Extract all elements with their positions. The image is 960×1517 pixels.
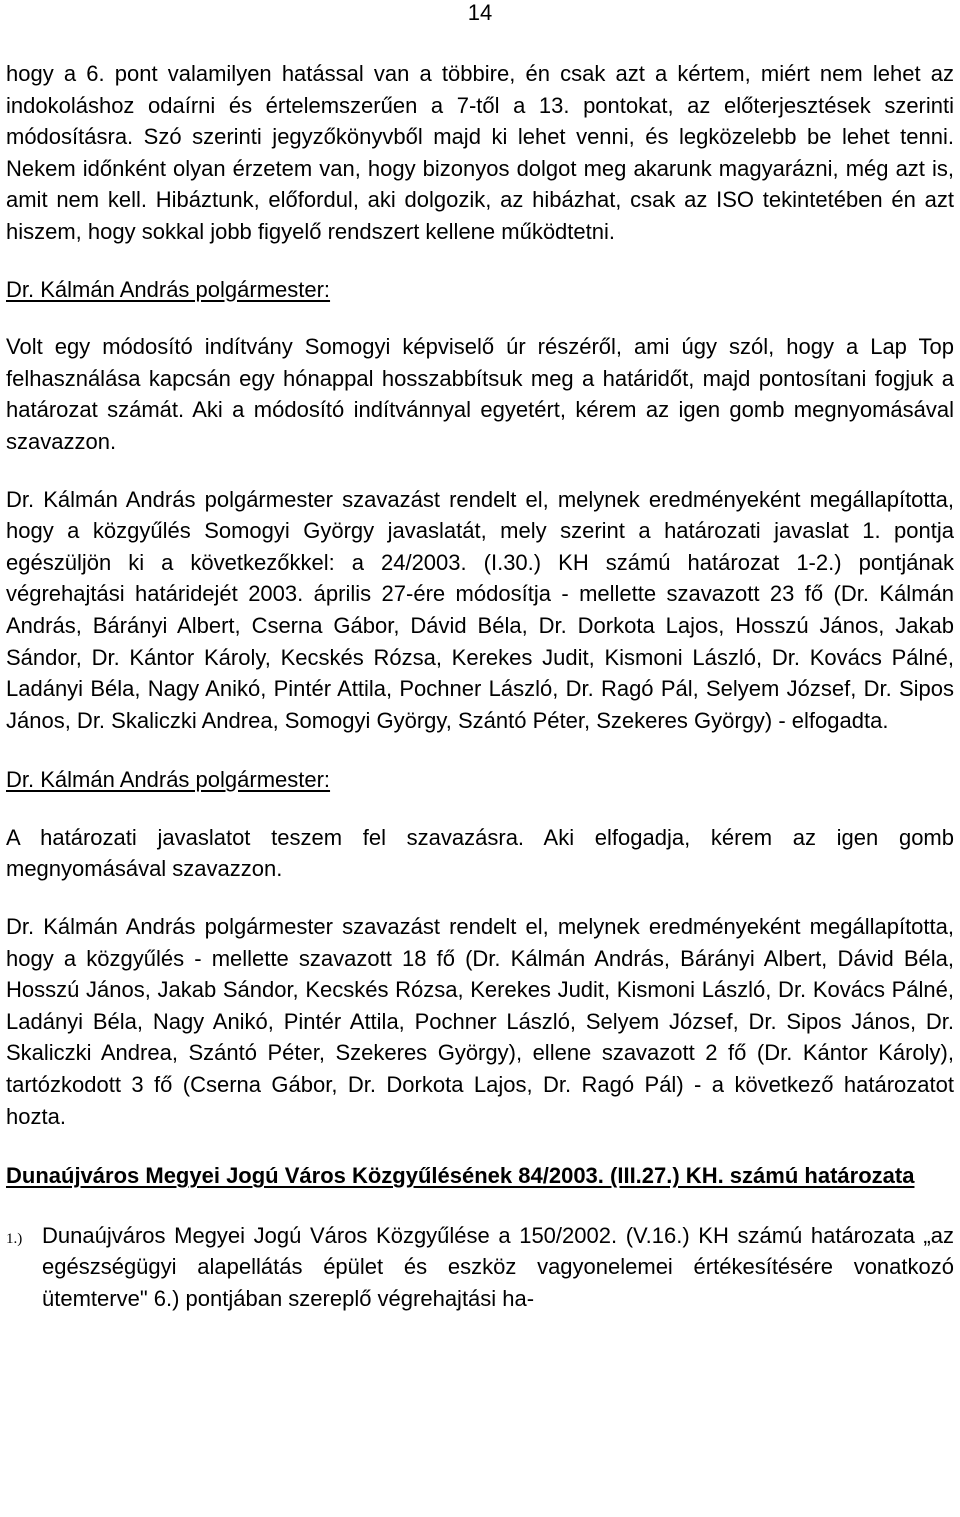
resolution-title: Dunaújváros Megyei Jogú Város Közgyűlésének 84/2003. (III.27.) KH. számú határozata xyxy=(6,1163,915,1189)
paragraph-vote-result: Dr. Kálmán András polgármester szavazást rendelt el, melynek eredményeként megállapította, hogy a közgyűlés Somogyi György javaslatát, mely szerint a határozati javaslat 1. pontja egészüljön ki a következőkkel: a 24/2003. (I.30.) KH számú határozat 1-2.) pontjának végrehajtási határidejét 2003. április 27-ére módosítja - mellette szavazott 23 fő (Dr. Kálmán András, Bárányi Albert, Cserna Gábor, Dávid Béla, Dr. Dorkota Lajos, Hosszú János, Jakab Sándor, Dr. Kántor Károly, Kecskés Rózsa, Kerekes Judit, Kismoni László, Dr. Kovács Pálné, Ladányi Béla, Nagy Anikó, Pintér Attila, Pochner László, Dr. Ragó Pál, Selyem József, Dr. Sipos János, Dr. Skaliczki Andrea, Somogyi György, Szántó Péter, Szekeres György) - elfogadta. xyxy=(6,486,954,733)
paragraph-continuation: hogy a 6. pont valamilyen hatással van a többire, én csak azt a kértem, miért nem lehet az indokoláshoz odaírni és értelemszerűen a 7-től a 13. pontokat, az előterjesztések szerinti módosításra. Szó szerinti jegyzőkönyvből majd ki lehet venni, és legközelebb be lehet tenni. Nekem időnként olyan érzetem van, hogy bizonyos dolgot meg akarunk magyarázni, még azt is, amit nem kell. Hibáztunk, előfordul, aki dolgozik, az hibázhat, csak az ISO tekintetében én azt hiszem, hogy sokkal jobb figyelő rendszert kellene működtetni. xyxy=(6,61,954,244)
numbered-item xyxy=(6,1220,954,1315)
paragraph-motion: Volt egy módosító indítvány Somogyi képviselő úr részéről, ami úgy szól, hogy a Lap Top felhasználása kapcsán egy hónappal hosszabbítsuk meg a határidőt, majd pontosítani fogjuk a határozat számát. Aki a módosító indítvánnyal egyetért, kérem az igen gomb megnyomásával szavazzon. xyxy=(6,334,954,454)
paragraph-vote-result: Dr. Kálmán András polgármester szavazást rendelt el, melynek eredményeként megállapította, hogy a közgyűlés - mellette szavazott 18 fő (Dr. Kálmán András, Bárányi Albert, Dávid Béla, Hosszú János, Jakab Sándor, Kecskés Rózsa, Kerekes Judit, Kismoni László, Dr. Kovács Pálné, Ladányi Béla, Nagy Anikó, Pintér Attila, Pochner László, Selyem József, Dr. Sipos János, Dr. Skaliczki Andrea, Szántó Péter, Szekeres György), ellene szavazott 2 fő (Dr. Kántor Károly), tartózkodott 3 fő (Cserna Gábor, Dr. Dorkota Lajos, Dr. Ragó Pál) - a következő határozatot hozta. xyxy=(6,914,954,1129)
resolution-title-line xyxy=(6,1160,954,1192)
paragraph-call-vote: A határozati javaslatot teszem fel szavazásra. Aki elfogadja, kérem az igen gomb megnyomásával szavazzon. xyxy=(6,824,954,882)
document-body xyxy=(6,58,954,1315)
speaker-name: Dr. Kálmán András polgármester: xyxy=(6,276,331,302)
item-text: Dunaújváros Megyei Jogú Város Közgyűlése a 150/2002. (V.16.) KH számú határozata „az egészségügyi alapellátás épület és eszköz vagyonelemei értékesítésére vonatkozó ütemterve" 6.) pontjában szereplő végrehajtási ha- xyxy=(42,1222,954,1311)
speaker-heading xyxy=(6,274,954,306)
page-number: 14 xyxy=(467,0,493,25)
speaker-heading xyxy=(6,764,954,796)
speaker-name: Dr. Kálmán András polgármester: xyxy=(6,767,331,793)
item-number: 1.) xyxy=(6,1230,23,1247)
